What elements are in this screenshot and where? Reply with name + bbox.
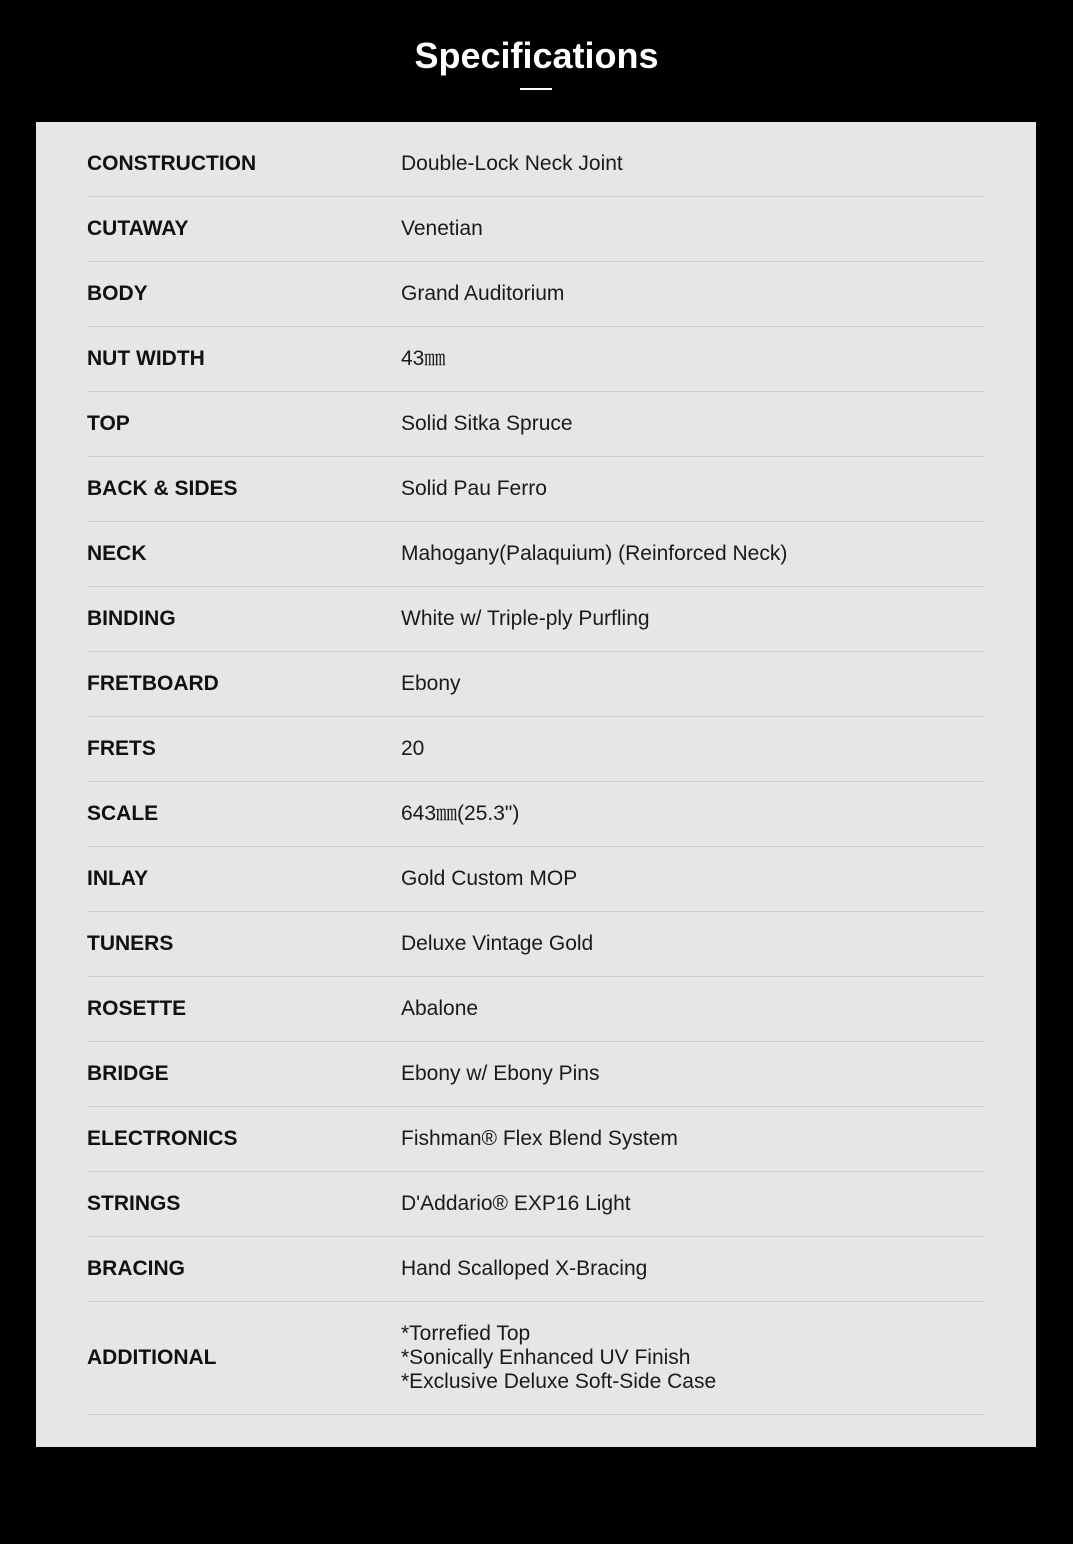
- spec-value: D'Addario® EXP16 Light: [401, 1192, 631, 1215]
- spec-label: SCALE: [87, 802, 159, 825]
- spec-table: [87, 132, 985, 1415]
- spec-row-cutaway: [87, 197, 985, 262]
- spec-row-back-and-sides: [87, 457, 985, 522]
- spec-value: Gold Custom MOP: [401, 867, 578, 890]
- spec-label: CONSTRUCTION: [87, 152, 257, 175]
- spec-label: BRACING: [87, 1257, 185, 1280]
- spec-row-bridge: [87, 1042, 985, 1107]
- spec-row-body: [87, 262, 985, 327]
- spec-row-scale: [87, 782, 985, 847]
- spec-row-construction: [87, 132, 985, 197]
- spec-label: STRINGS: [87, 1192, 181, 1215]
- spec-row-nut-width: [87, 327, 985, 392]
- spec-value: Hand Scalloped X-Bracing: [401, 1257, 648, 1280]
- spec-value: Abalone: [401, 997, 479, 1020]
- spec-value: Solid Pau Ferro: [401, 477, 547, 500]
- spec-label: BINDING: [87, 607, 176, 630]
- spec-label: NUT WIDTH: [87, 347, 205, 370]
- spec-value: Fishman® Flex Blend System: [401, 1127, 678, 1150]
- spec-value: Double-Lock Neck Joint: [401, 152, 623, 175]
- spec-value: Ebony w/ Ebony Pins: [401, 1062, 600, 1085]
- spec-row-neck: [87, 522, 985, 587]
- spec-label: INLAY: [87, 867, 149, 890]
- spec-value: Mahogany(Palaquium) (Reinforced Neck): [401, 542, 788, 565]
- spec-value-list: [401, 1322, 985, 1394]
- spec-value: Solid Sitka Spruce: [401, 412, 573, 435]
- additional-item: *Torrefied Top: [401, 1322, 531, 1345]
- spec-label: TUNERS: [87, 932, 174, 955]
- spec-label: FRETS: [87, 737, 156, 760]
- page-title: Specifications: [414, 35, 659, 76]
- specifications-panel: [36, 122, 1036, 1447]
- spec-label: FRETBOARD: [87, 672, 219, 695]
- spec-label: ADDITIONAL: [87, 1346, 217, 1369]
- spec-label: ROSETTE: [87, 997, 187, 1020]
- spec-label: CUTAWAY: [87, 217, 189, 240]
- spec-value: Ebony: [401, 672, 461, 695]
- spec-value: Grand Auditorium: [401, 282, 565, 305]
- additional-item: *Sonically Enhanced UV Finish: [401, 1346, 691, 1369]
- spec-row-inlay: [87, 847, 985, 912]
- spec-row-binding: [87, 587, 985, 652]
- spec-row-bracing: [87, 1237, 985, 1302]
- spec-label: ELECTRONICS: [87, 1127, 238, 1150]
- spec-row-rosette: [87, 977, 985, 1042]
- spec-label: NECK: [87, 542, 147, 565]
- spec-row-additional: [87, 1302, 985, 1415]
- spec-value: 643㎜(25.3"): [401, 802, 520, 825]
- spec-value: 43㎜: [401, 347, 446, 370]
- spec-row-frets: [87, 717, 985, 782]
- spec-row-fretboard: [87, 652, 985, 717]
- spec-row-tuners: [87, 912, 985, 977]
- additional-item: *Exclusive Deluxe Soft-Side Case: [401, 1370, 717, 1393]
- spec-value: White w/ Triple-ply Purfling: [401, 607, 650, 630]
- spec-row-strings: [87, 1172, 985, 1237]
- spec-value: Venetian: [401, 217, 483, 240]
- title-underline: [520, 88, 552, 90]
- spec-label: BODY: [87, 282, 148, 305]
- spec-row-electronics: [87, 1107, 985, 1172]
- spec-row-top: [87, 392, 985, 457]
- spec-label: BACK & SIDES: [87, 477, 238, 500]
- spec-value: Deluxe Vintage Gold: [401, 932, 594, 955]
- spec-value: 20: [401, 737, 425, 760]
- spec-label: BRIDGE: [87, 1062, 169, 1085]
- spec-label: TOP: [87, 412, 130, 435]
